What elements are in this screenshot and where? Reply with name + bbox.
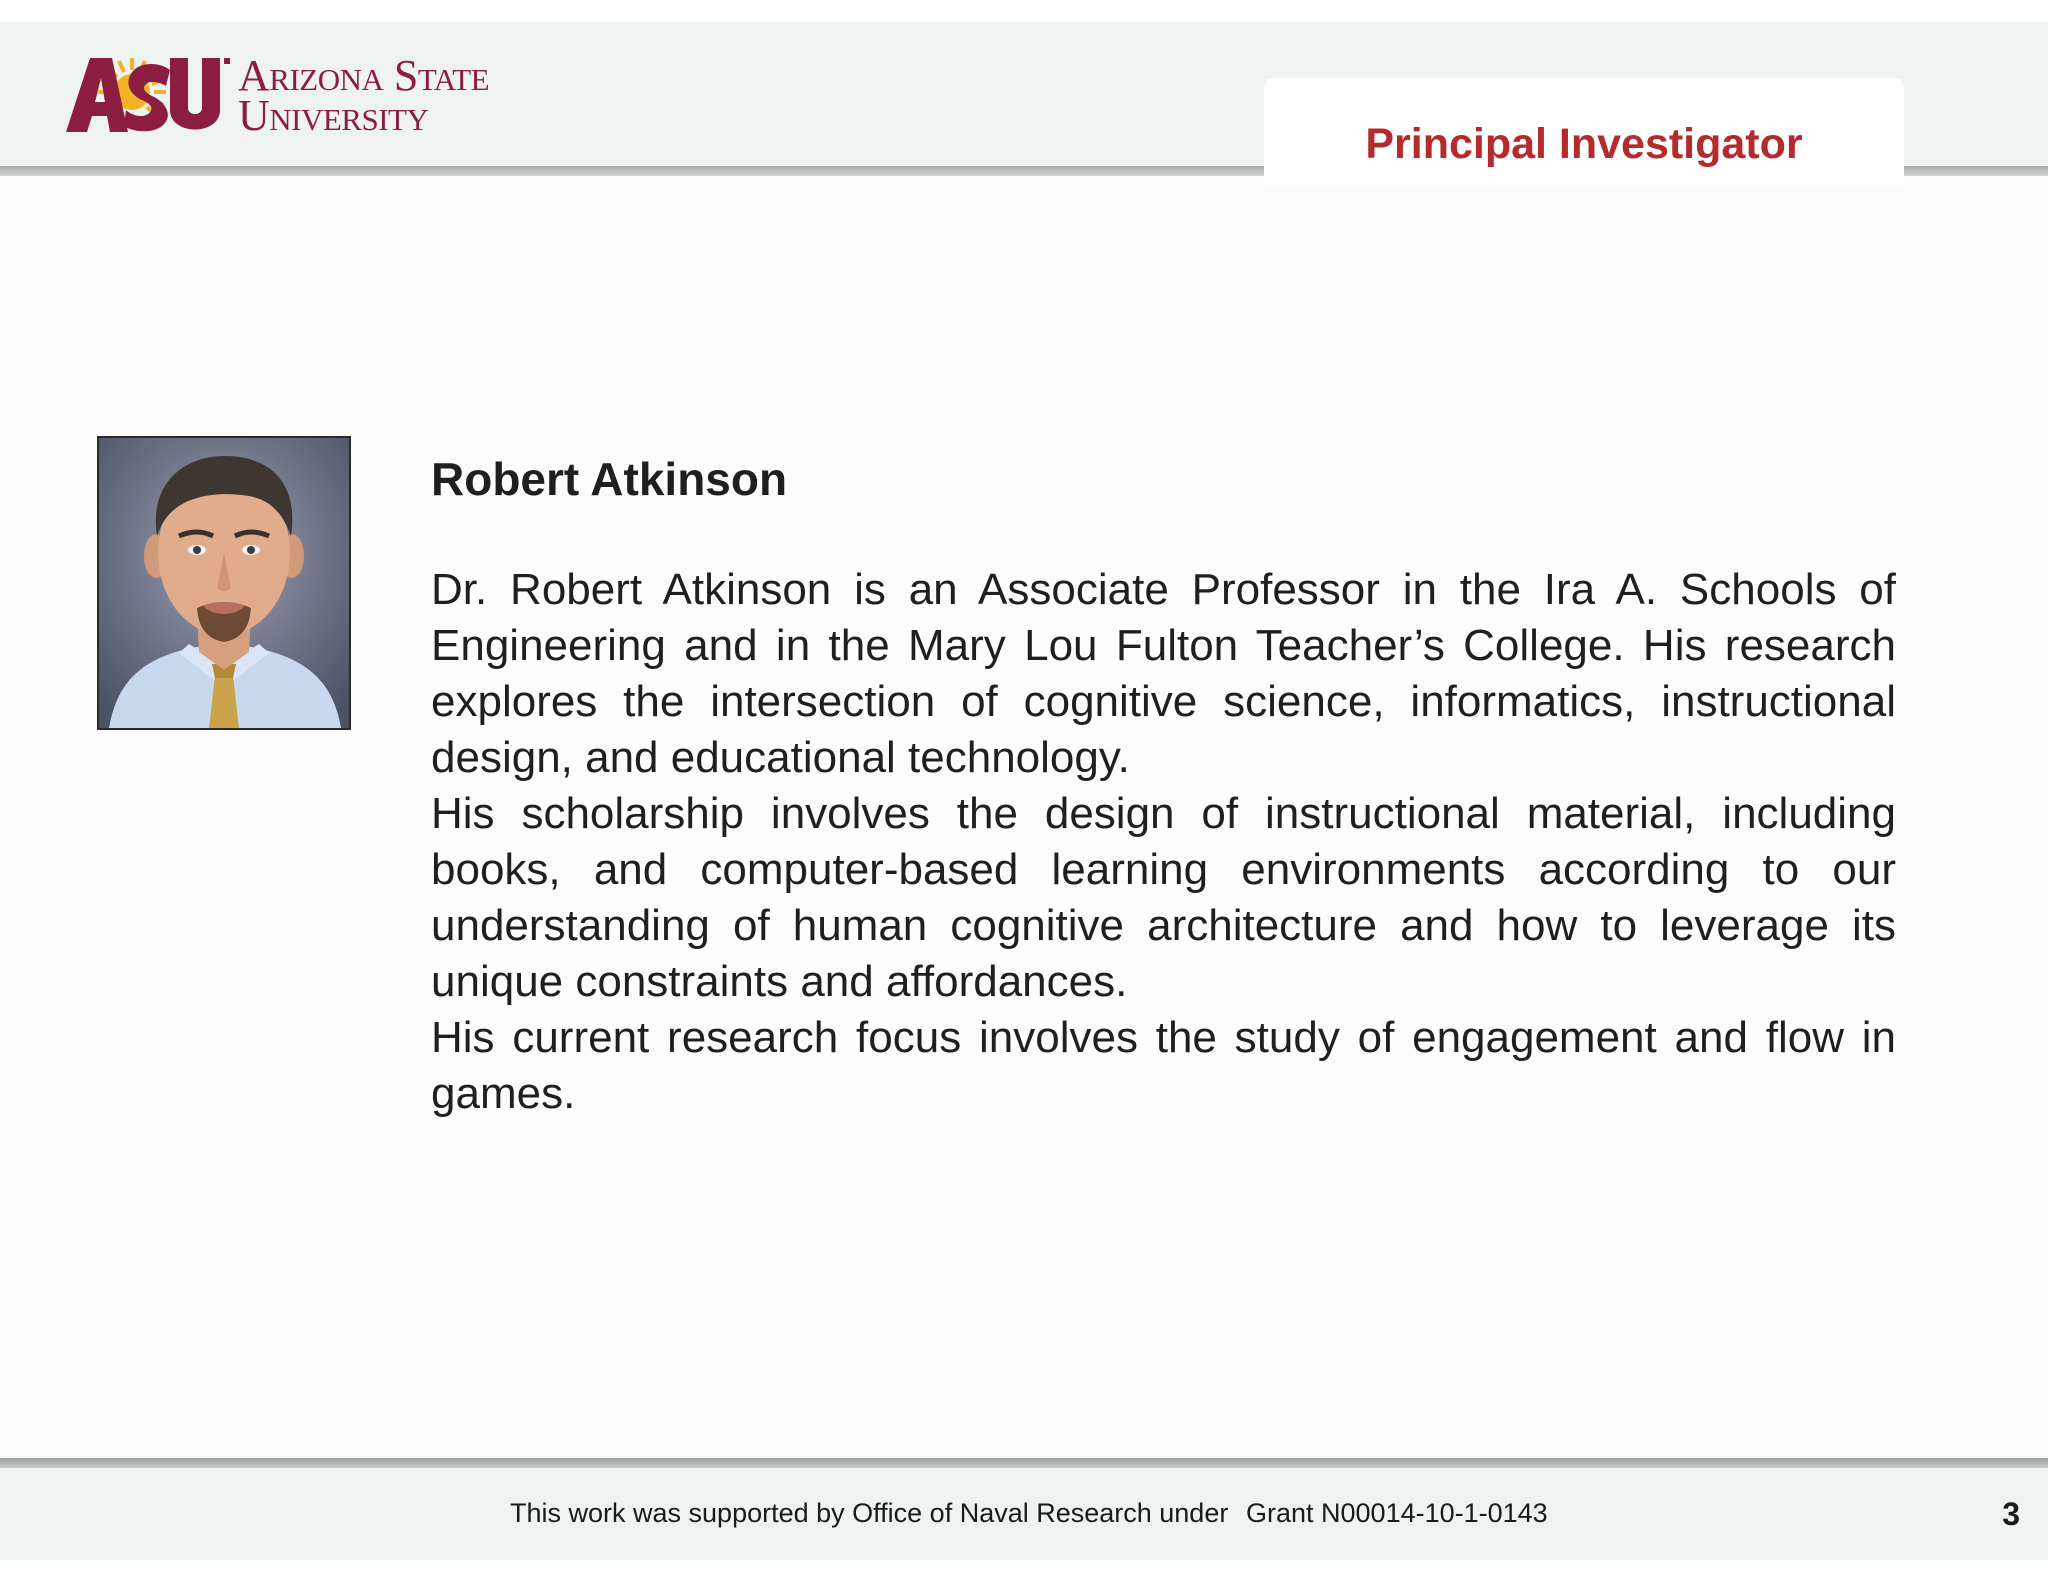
bio-paragraph: His current research focus involves the study of engagement and flow in games.	[431, 1013, 1896, 1118]
logo-line-1: Arizona State	[238, 51, 490, 100]
footer-divider	[0, 1458, 2048, 1468]
section-title: Principal Investigator	[1365, 120, 1803, 168]
portrait-photo	[97, 436, 351, 730]
asu-logo-mark-icon	[66, 52, 238, 134]
funding-acknowledgement: This work was supported by Office of Naval Research under	[510, 1498, 1229, 1528]
slide	[0, 22, 2048, 1560]
bio-paragraph: His scholarship involves the design of instructional material, including books, and computer-based learning environments according to our understanding of human cognitive architecture and how to leverage its unique constraints and affordances.	[431, 789, 1896, 1006]
asu-logo	[66, 51, 536, 140]
logo-line-2: University	[238, 91, 429, 140]
section-tab	[1264, 78, 1904, 186]
bio-paragraph: Dr. Robert Atkinson is an Associate Professor in the Ira A. Schools of Engineering and in the Mary Lou Fulton Teacher’s College. His research explores the intersection of cognitive science, informatics, instructional design, and educational technology.	[431, 565, 1896, 782]
grant-number: Grant N00014-10-1-0143	[1246, 1498, 1548, 1528]
slide-footer	[0, 1468, 2048, 1560]
portrait-image	[99, 438, 349, 728]
page-number: 3	[2002, 1496, 2020, 1532]
person-name: Robert Atkinson	[431, 453, 788, 505]
biography	[431, 562, 1896, 1122]
